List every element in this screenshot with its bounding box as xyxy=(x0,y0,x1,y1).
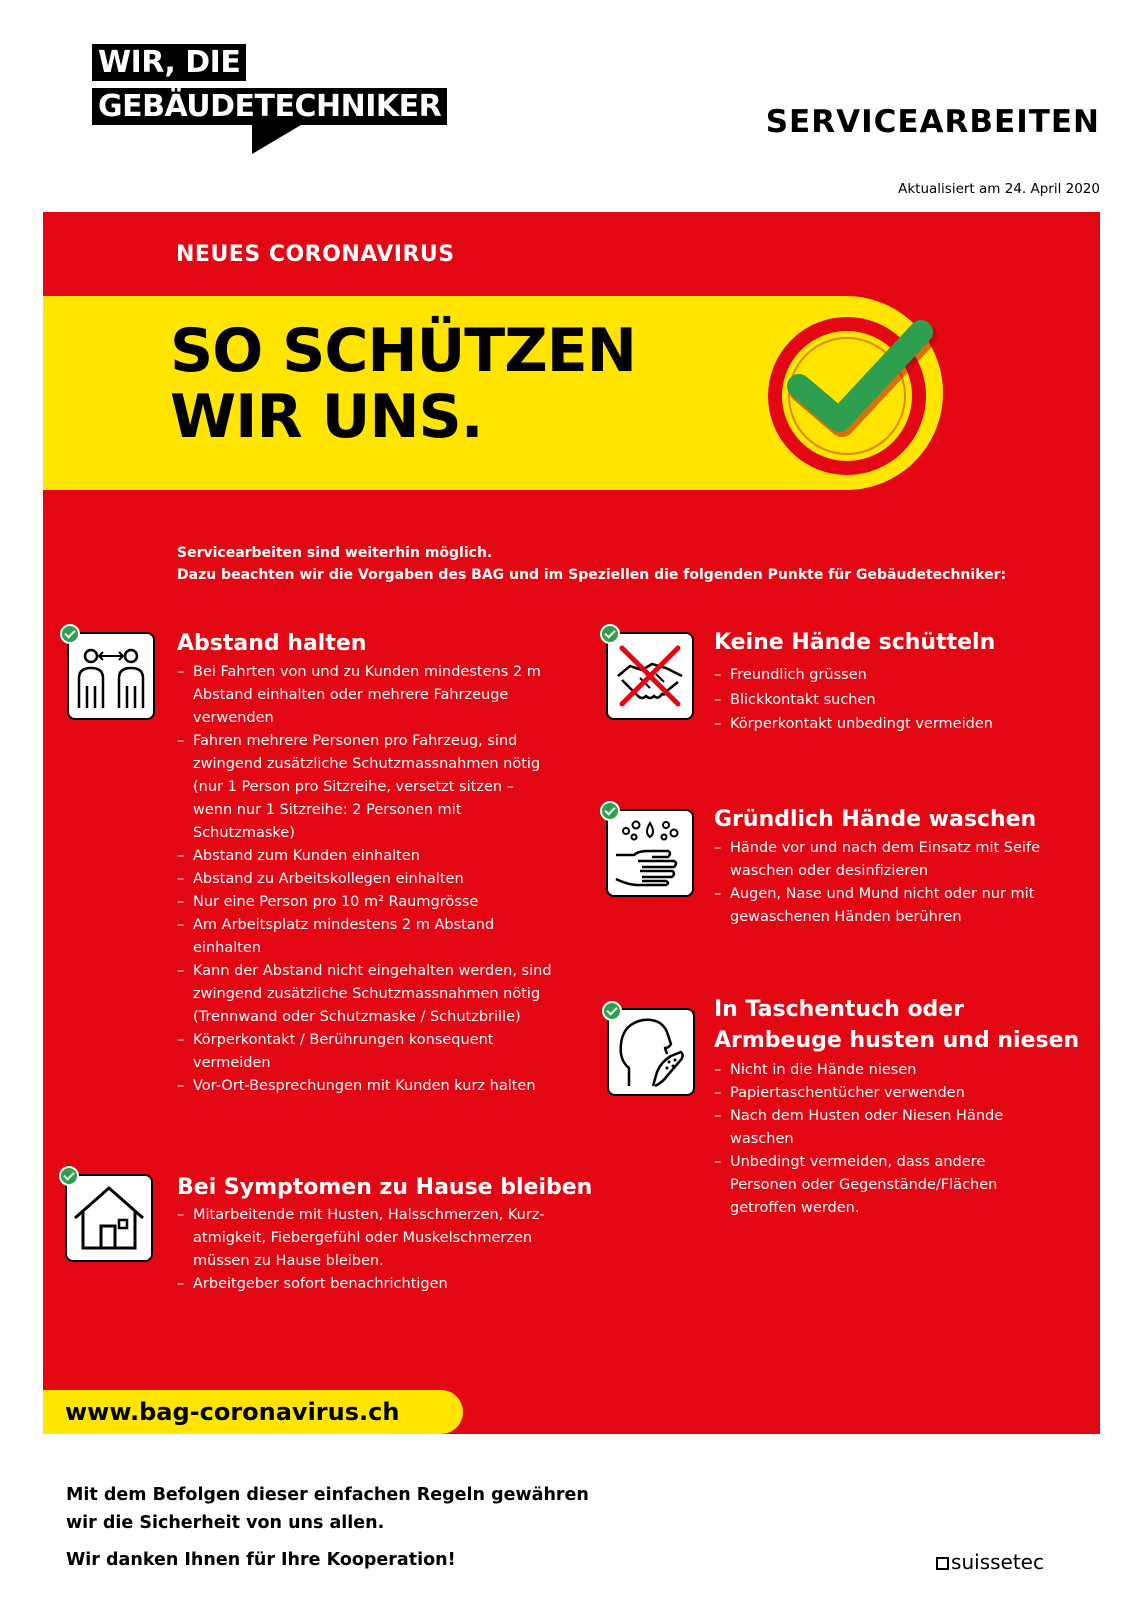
section-title: Abstand halten xyxy=(177,631,367,656)
section-title-line-2: Armbeuge husten und niesen xyxy=(714,1028,1080,1053)
list-item: – Körperkontakt / Berührungen konsequent vermeiden xyxy=(177,1029,557,1075)
list-item: – Augen, Nase und Mund nicht oder nur mit gewaschenen Händen berühren xyxy=(714,883,1054,929)
poster xyxy=(43,212,1100,1434)
list-item: – Blickkontakt suchen xyxy=(714,688,1054,713)
check-badge-icon xyxy=(600,801,620,821)
poster-kicker: NEUES CORONAVIRUS xyxy=(176,242,455,267)
intro-line-1: Servicearbeiten sind weiterhin möglich. xyxy=(177,545,493,561)
poster-headline xyxy=(170,318,636,450)
section-title: Bei Symptomen zu Hause bleiben xyxy=(177,1175,593,1200)
logo-speech-tail xyxy=(252,122,306,154)
list-item: – Unbedingt vermeiden, dass andere Personen oder Gegenstände/Flächen getroffen werden. xyxy=(714,1151,1044,1220)
people-distance-icon xyxy=(67,632,155,720)
footer-message xyxy=(66,1481,589,1537)
logo-line-2: GEBÄUDETECHNIKER xyxy=(92,88,447,125)
section-title xyxy=(714,994,1079,1056)
list-item: – Papiertaschentücher verwenden xyxy=(714,1082,1044,1105)
logo-line-1: WIR, DIE xyxy=(92,44,246,81)
brand-logo xyxy=(936,1550,1044,1574)
list-item: – Körperkontakt unbedingt vermeiden xyxy=(714,712,1054,737)
list-item: – Nach dem Husten oder Niesen Hände waschen xyxy=(714,1105,1044,1151)
check-badge-icon xyxy=(59,1166,79,1186)
check-badge-icon xyxy=(60,624,80,644)
list-item: – Abstand zu Arbeitskollegen einhalten xyxy=(177,868,557,891)
section-list xyxy=(714,663,1054,737)
section-title: Keine Hände schütteln xyxy=(714,630,996,655)
footer-line-2: wir die Sicherheit von uns allen. xyxy=(66,1513,385,1533)
list-item: – Vor-Ort-Besprechungen mit Kunden kurz halten xyxy=(177,1075,557,1098)
headline-line-1: SO SCHÜTZEN xyxy=(170,316,636,386)
list-item: – Nur eine Person pro 10 m² Raumgrösse xyxy=(177,891,557,914)
intro-text xyxy=(177,542,1006,586)
document-title: SERVICEARBEITEN xyxy=(765,104,1100,140)
footer-thanks: Wir danken Ihnen für Ihre Kooperation! xyxy=(66,1550,456,1570)
check-badge-icon xyxy=(602,1001,622,1021)
list-item: – Hände vor und nach dem Einsatz mit Seife waschen oder desinfizieren xyxy=(714,837,1054,883)
no-handshake-icon xyxy=(606,632,694,720)
footer-line-1: Mit dem Befolgen dieser einfachen Regeln gewähren xyxy=(66,1485,589,1505)
headline-line-2: WIR UNS. xyxy=(170,382,483,452)
section-list xyxy=(177,1204,557,1296)
list-item: – Arbeitgeber sofort benachrichtigen xyxy=(177,1273,557,1296)
list-item: – Bei Fahrten von und zu Kunden mindestens 2 m Abstand einhalten oder mehrere Fahrzeuge verwenden xyxy=(177,661,557,730)
hand-washing-icon xyxy=(606,809,694,897)
house-icon xyxy=(65,1174,153,1262)
list-item: – Freundlich grüssen xyxy=(714,663,1054,688)
big-checkmark-icon xyxy=(761,302,941,482)
section-title-line-1: In Taschentuch oder xyxy=(714,997,965,1022)
list-item: – Abstand zum Kunden einhalten xyxy=(177,845,557,868)
section-list xyxy=(714,1059,1044,1220)
list-item: – Am Arbeitsplatz mindestens 2 m Abstand einhalten xyxy=(177,914,557,960)
cough-into-elbow-icon xyxy=(607,1008,695,1096)
updated-date: Aktualisiert am 24. April 2020 xyxy=(898,181,1100,197)
list-item: – Nicht in die Hände niesen xyxy=(714,1059,1044,1082)
section-title: Gründlich Hände waschen xyxy=(714,807,1037,832)
bag-website-link[interactable]: www.bag-coronavirus.ch xyxy=(65,1398,400,1426)
list-item: – Kann der Abstand nicht eingehalten werden, sind zwingend zusätzliche Schutzmassnahmen nötig (Trennwand oder Schutzmaske / Schutzbrille) xyxy=(177,960,557,1029)
section-list xyxy=(177,661,557,1098)
brand-mark-icon xyxy=(936,1557,949,1570)
brand-name: suissetec xyxy=(951,1550,1044,1574)
list-item: – Mitarbeitende mit Husten, Halsschmerzen, Kurzatmigkeit, Fiebergefühl oder Muskelschmerzen müssen zu Hause bleiben. xyxy=(177,1204,557,1273)
logo xyxy=(92,44,442,162)
section-list xyxy=(714,837,1054,929)
intro-line-2: Dazu beachten wir die Vorgaben des BAG und im Speziellen die folgenden Punkte für Gebäudetechniker: xyxy=(177,567,1007,583)
check-badge-icon xyxy=(600,624,620,644)
list-item: – Fahren mehrere Personen pro Fahrzeug, sind zwingend zusätzliche Schutzmassnahmen nötig (nur 1 Person pro Sitzreihe, versetzt sitzen – wenn nur 1 Sitzreihe: 2 Personen mit Schutzmaske) xyxy=(177,730,557,845)
